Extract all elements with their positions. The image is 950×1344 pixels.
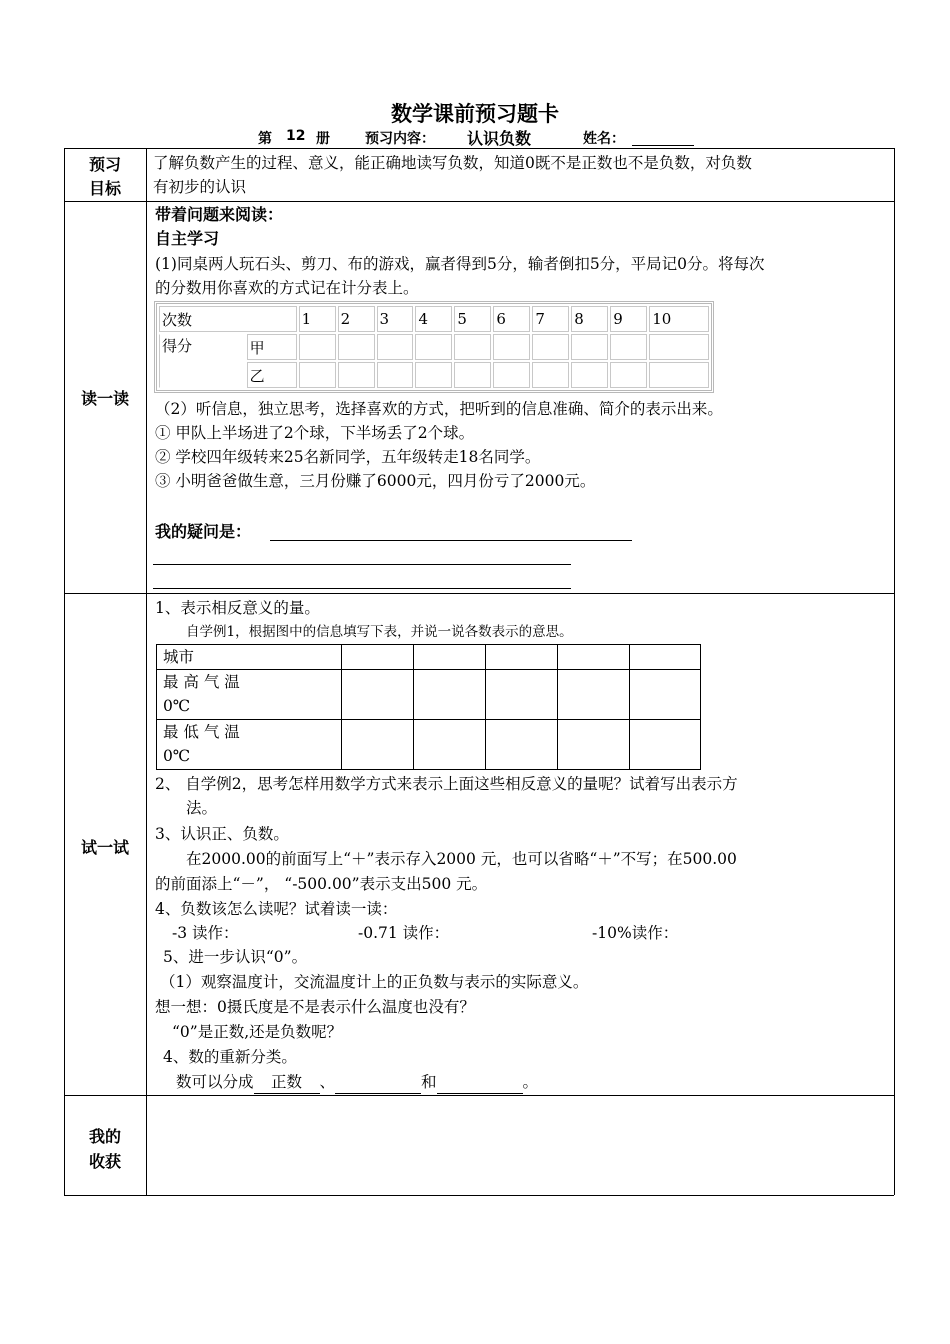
- city-cell[interactable]: [342, 645, 414, 670]
- city-cell[interactable]: [486, 720, 558, 770]
- goal-text-line1: 了解负数产生的过程、意义，能正确地读写负数，知道0既不是正数也不是负数，对负数: [153, 154, 752, 172]
- classify-end: 。: [522, 1073, 539, 1091]
- table-border-right: [894, 148, 895, 1195]
- score-col-header: 次数: [159, 306, 297, 332]
- score-cell[interactable]: [649, 362, 709, 388]
- city-cell[interactable]: [630, 645, 701, 670]
- classify-answer-3[interactable]: [437, 1075, 523, 1094]
- read-as-a: -3 读作：: [172, 924, 239, 942]
- round-7: 7: [532, 306, 569, 332]
- score-cell[interactable]: [377, 334, 414, 360]
- goal-text-line2: 有初步的认识: [153, 178, 247, 196]
- low-temp-label: 最 低 气 温: [163, 723, 240, 741]
- goal-label-line2: 目标: [88, 179, 121, 198]
- score-cell[interactable]: [377, 362, 414, 388]
- question-label: 我的疑问是：: [155, 522, 252, 541]
- label-column-divider: [146, 148, 147, 1195]
- score-cell[interactable]: [415, 334, 452, 360]
- city-cell[interactable]: [342, 720, 414, 770]
- player-yi: 乙: [247, 362, 297, 388]
- classify-sep: 、: [319, 1073, 336, 1091]
- try-s1-note: 自学例1，根据图中的信息填写下表，并说一说各数表示的意思。: [186, 624, 573, 640]
- volume-prefix: 第: [258, 131, 272, 147]
- player-jia: 甲: [247, 334, 297, 360]
- question-line-3[interactable]: [153, 588, 571, 589]
- try-s3-p-line1: 在2000.00的前面写上“＋”表示存入2000 元，也可以省略“＋”不写；在500.00: [186, 850, 737, 868]
- round-1: 1: [299, 306, 336, 332]
- round-8: 8: [571, 306, 608, 332]
- score-cell[interactable]: [649, 334, 709, 360]
- classify-prefix: 数可以分成: [176, 1073, 254, 1091]
- read-as-c: -10%读作：: [592, 924, 679, 942]
- city-cell[interactable]: [414, 720, 486, 770]
- score-row-header: 得分: [159, 334, 245, 388]
- score-cell[interactable]: [571, 362, 608, 388]
- classify-and: 和: [421, 1073, 437, 1091]
- score-cell[interactable]: [493, 334, 530, 360]
- score-cell[interactable]: [338, 362, 375, 388]
- round-6: 6: [493, 306, 530, 332]
- score-cell[interactable]: [299, 334, 336, 360]
- try-s5: 5、进一步认识“0”。: [163, 948, 308, 966]
- content-label: 预习内容：: [365, 131, 435, 147]
- score-cell[interactable]: [532, 362, 569, 388]
- score-cell[interactable]: [610, 334, 647, 360]
- high-temp-label: 最 高 气 温: [163, 673, 240, 691]
- read-heading-1: 带着问题来阅读：: [155, 205, 284, 224]
- score-cell[interactable]: [493, 362, 530, 388]
- gain-answer-area[interactable]: [147, 1096, 893, 1194]
- classify-answer-1[interactable]: 正数: [254, 1071, 320, 1094]
- city-cell[interactable]: [414, 670, 486, 720]
- read-heading-2: 自主学习: [155, 229, 220, 248]
- read-as-b: -0.71 读作：: [358, 924, 450, 942]
- score-table: [154, 301, 714, 393]
- score-cell[interactable]: [454, 334, 491, 360]
- gain-label-line1: 我的: [88, 1127, 121, 1146]
- classify-line: [176, 1071, 538, 1094]
- read-p1-line2: 的分数用你喜欢的方式记在计分表上。: [155, 279, 419, 297]
- score-cell[interactable]: [532, 334, 569, 360]
- city-cell[interactable]: [342, 670, 414, 720]
- goal-label-line1: 预习: [88, 155, 121, 174]
- round-10: 10: [649, 306, 709, 332]
- round-3: 3: [377, 306, 414, 332]
- read-item-1: ① 甲队上半场进了2个球，下半场丢了2个球。: [155, 424, 475, 442]
- gain-label-line2: 收获: [88, 1152, 121, 1171]
- high-temp-unit: 0℃: [163, 697, 191, 715]
- read-p2: （2）听信息，独立思考，选择喜欢的方式，把听到的信息准确、简介的表示出来。: [155, 400, 723, 418]
- read-item-3: ③ 小明爸爸做生意，三月份赚了6000元，四月份亏了2000元。: [155, 472, 596, 490]
- city-cell[interactable]: [630, 670, 701, 720]
- city-row-header: 城市: [157, 645, 342, 670]
- round-9: 9: [610, 306, 647, 332]
- page-title: 数学课前预习题卡: [391, 102, 559, 126]
- low-temp-unit: 0℃: [163, 747, 191, 765]
- row-divider-1: [64, 201, 894, 202]
- city-cell[interactable]: [558, 645, 630, 670]
- city-cell[interactable]: [630, 720, 701, 770]
- question-line-2[interactable]: [153, 564, 571, 565]
- try-s5-p3: “0”是正数,还是负数呢？: [172, 1023, 343, 1041]
- read-item-2: ② 学校四年级转来25名新同学，五年级转走18名同学。: [155, 448, 541, 466]
- score-cell[interactable]: [571, 334, 608, 360]
- table-border-top: [64, 148, 894, 149]
- score-cell[interactable]: [610, 362, 647, 388]
- try-s2-line2: 法。: [186, 799, 218, 817]
- question-line-1[interactable]: [270, 540, 632, 541]
- score-cell[interactable]: [454, 362, 491, 388]
- score-cell[interactable]: [338, 334, 375, 360]
- city-cell[interactable]: [414, 645, 486, 670]
- volume-suffix: 册: [316, 131, 330, 147]
- try-s3: 3、认识正、负数。: [155, 825, 289, 843]
- try-s1: 1、表示相反意义的量。: [155, 599, 320, 617]
- table-border-left: [64, 148, 65, 1195]
- round-4: 4: [415, 306, 452, 332]
- city-cell[interactable]: [486, 670, 558, 720]
- city-cell[interactable]: [486, 645, 558, 670]
- try-s2-line1: 2、 自学例2，思考怎样用数学方式来表示上面这些相反意义的量呢？试着写出表示方: [155, 775, 738, 793]
- name-label: 姓名：: [583, 131, 625, 147]
- try-s4: 4、负数该怎么读呢？试着读一读：: [155, 900, 398, 918]
- try-s5-p1: （1）观察温度计，交流温度计上的正负数与表示的实际意义。: [160, 973, 589, 991]
- table-border-bottom: [64, 1195, 894, 1196]
- temperature-table: [156, 644, 701, 770]
- content-value: 认识负数: [467, 129, 532, 148]
- try-s5-p2: 想一想：0摄氏度是不是表示什么温度也没有？: [155, 998, 475, 1016]
- name-blank[interactable]: [632, 145, 694, 146]
- try-s3-p-line2: 的前面添上“－”， “-500.00”表示支出500 元。: [155, 875, 488, 893]
- score-cell[interactable]: [415, 362, 452, 388]
- row-divider-2: [64, 593, 894, 594]
- read-p1-line1: (1)同桌两人玩石头、剪刀、布的游戏，赢者得到5分，输者倒扣5分，平局记0分。将每次: [155, 255, 765, 273]
- city-cell[interactable]: [558, 720, 630, 770]
- round-5: 5: [454, 306, 491, 332]
- city-cell[interactable]: [558, 670, 630, 720]
- read-label: 读一读: [80, 389, 129, 408]
- classify-answer-2[interactable]: [335, 1075, 421, 1094]
- volume-number: 12: [286, 128, 306, 144]
- try-s6: 4、数的重新分类。: [163, 1048, 297, 1066]
- try-label: 试一试: [80, 838, 129, 857]
- round-2: 2: [338, 306, 375, 332]
- score-cell[interactable]: [299, 362, 336, 388]
